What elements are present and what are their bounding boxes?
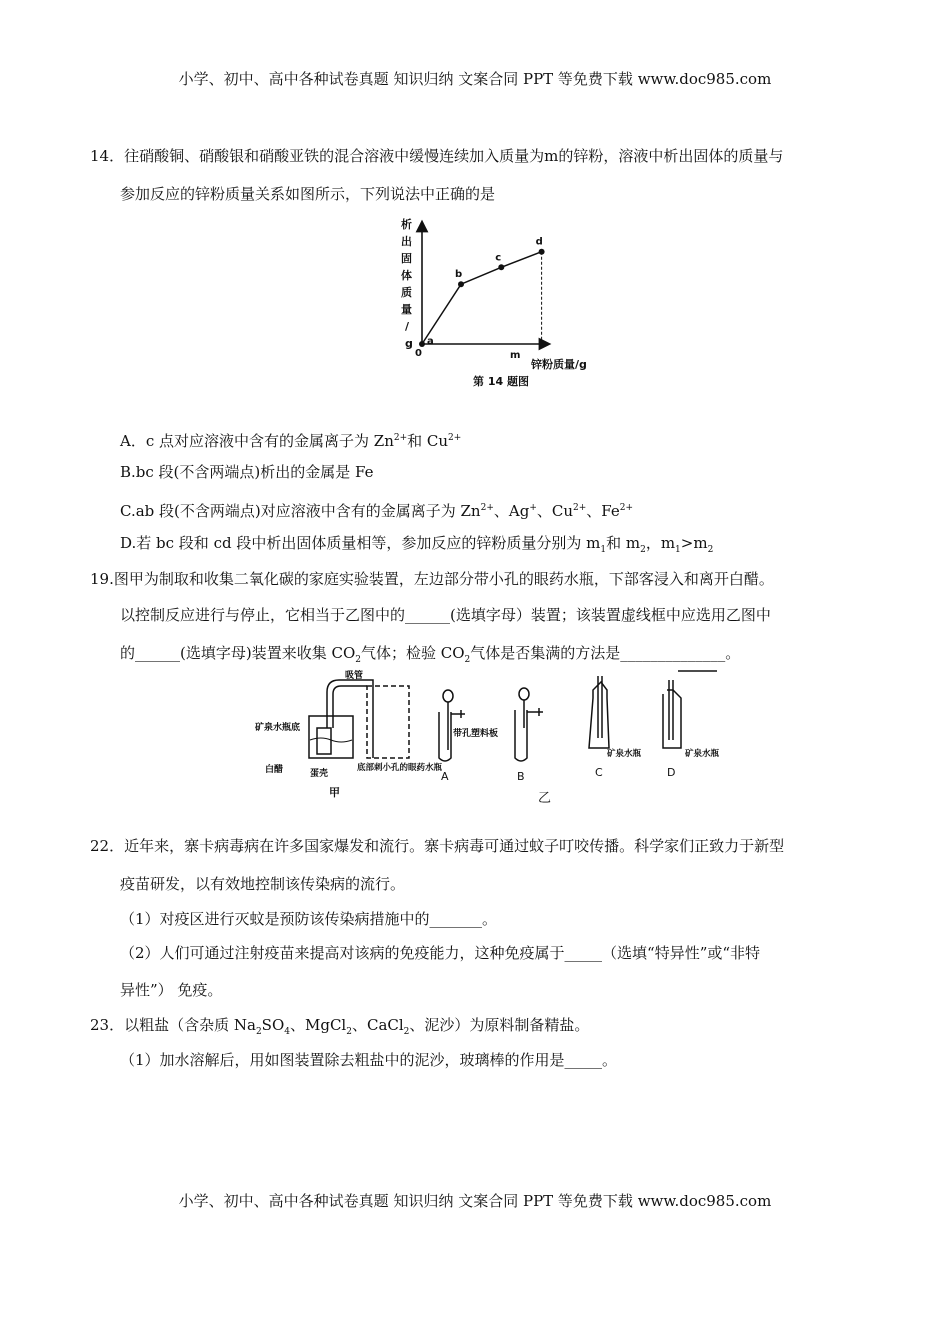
q19-apparatus-figure: [255, 668, 725, 808]
jia-label-bottle-bottom: 矿泉水瓶底: [255, 723, 301, 733]
point-label-a: a: [427, 336, 434, 347]
data-point-d: [539, 249, 545, 255]
q14-option-c: C.ab 段(不含两端点)对应溶液中含有的金属离子为 $Zn^{2+}$、Ag+、$Cu^{2+}$、$Fe^{2+}$: [120, 502, 634, 520]
data-point-b: [458, 281, 464, 287]
jia-caption: 甲: [329, 786, 340, 799]
apparatus-c: [589, 676, 609, 748]
apparatus-d: [663, 680, 681, 748]
yi-label-bottle-d: 矿泉水瓶: [685, 749, 720, 759]
jia-label-eggshell: 蛋壳: [310, 769, 329, 779]
data-point-a: [419, 341, 425, 347]
q14-line1: 14．往硝酸铜、硝酸银和硝酸亚铁的混合溶液中缓慢连续加入质量为m的锌粉，溶液中析出固体的质量与: [90, 147, 784, 165]
q14-chart: [395, 218, 615, 393]
point-label-b: b: [455, 269, 463, 281]
letter-a: A: [441, 770, 449, 783]
q14-option-a: A．c 点对应溶液中含有的金属离子为 $Zn^{2+}$和 $Cu^{2+}$: [120, 432, 462, 450]
q22-line2: 疫苗研发，以有效地控制该传染病的流行。: [120, 875, 406, 893]
yi-label-perforated-plate: 带孔塑料板: [453, 729, 499, 739]
x-axis-label: 锌粉质量/g: [531, 358, 587, 371]
data-point-c: [498, 264, 504, 270]
q19-line1: 19.图甲为制取和收集二氧化碳的家庭实验装置，左边部分带小孔的眼药水瓶，下部客浸入和离开白醋。: [90, 570, 774, 588]
apparatus-b: [515, 688, 543, 761]
jia-apparatus: [309, 680, 409, 758]
letter-b: B: [517, 770, 525, 783]
q22-line4: （2）人们可通过注射疫苗来提高对该病的免疫能力，这种免疫属于_____（选填“特异性”或“非特: [120, 944, 761, 962]
jia-label-dropper-bottle: 底部刺小孔的眼药水瓶: [357, 763, 443, 773]
yi-label-bottle-c: 矿泉水瓶: [607, 749, 642, 759]
q14-line2: 参加反应的锌粉质量关系如图所示，下列说法中正确的是: [120, 185, 496, 203]
page-footer: 小学、初中、高中各种试卷真题 知识归纳 文案合同 PPT 等免费下载 www.doc985.com: [178, 1192, 772, 1210]
q23-line2: （1）加水溶解后，用如图装置除去粗盐中的泥沙，玻璃棒的作用是_____。: [120, 1051, 618, 1069]
y-axis-label: 析出固体质量/ g: [401, 218, 413, 350]
apparatus-a: [439, 690, 465, 761]
letter-d: D: [667, 766, 676, 779]
series-line: [422, 252, 542, 344]
x-end-label: m: [510, 350, 521, 361]
jia-label-vinegar: 白醋: [265, 765, 284, 775]
jia-label-straw: 吸管: [345, 671, 364, 681]
origin-label: 0: [415, 348, 422, 359]
letter-c: C: [595, 766, 603, 779]
yi-caption: 乙: [538, 791, 552, 806]
point-label-d: d: [535, 236, 543, 248]
q22-line1: 22．近年来，寨卡病毒病在许多国家爆发和流行。寨卡病毒可通过蚊子叮咬传播。科学家们正致力于新型: [90, 837, 785, 855]
point-label-c: c: [495, 252, 502, 264]
q19-line2: 以控制反应进行与停止，它相当于乙图中的______(选填字母）装置；该装置虚线框中应选用乙图中: [120, 606, 771, 624]
q22-line3: （1）对疫区进行灭蚊是预防该传染病措施中的_______。: [120, 910, 498, 928]
q23-line1: 23．以粗盐（含杂质 $Na_2SO_4$、MgCl$_2$、CaCl$_2$、泥沙）为原料制备精盐。: [90, 1016, 590, 1037]
page-header: 小学、初中、高中各种试卷真题 知识归纳 文案合同 PPT 等免费下载 www.doc985.com: [178, 70, 772, 88]
q14-option-b: B.bc 段(不含两端点)析出的金属是 Fe: [120, 463, 374, 481]
q22-line5: 异性”） 免疫。: [120, 981, 223, 999]
q14-option-d: D.若 bc 段和 cd 段中析出固体质量相等，参加反应的锌粉质量分别为 $m_1$和 $m_2$，$m_1>m_2$: [120, 534, 714, 555]
chart-title: 第 14 题图: [473, 375, 529, 388]
q19-line3: 的______(选填字母)装置来收集 $CO_2$气体；检验 $CO_2$气体是否集满的方法是______________。: [120, 644, 741, 665]
